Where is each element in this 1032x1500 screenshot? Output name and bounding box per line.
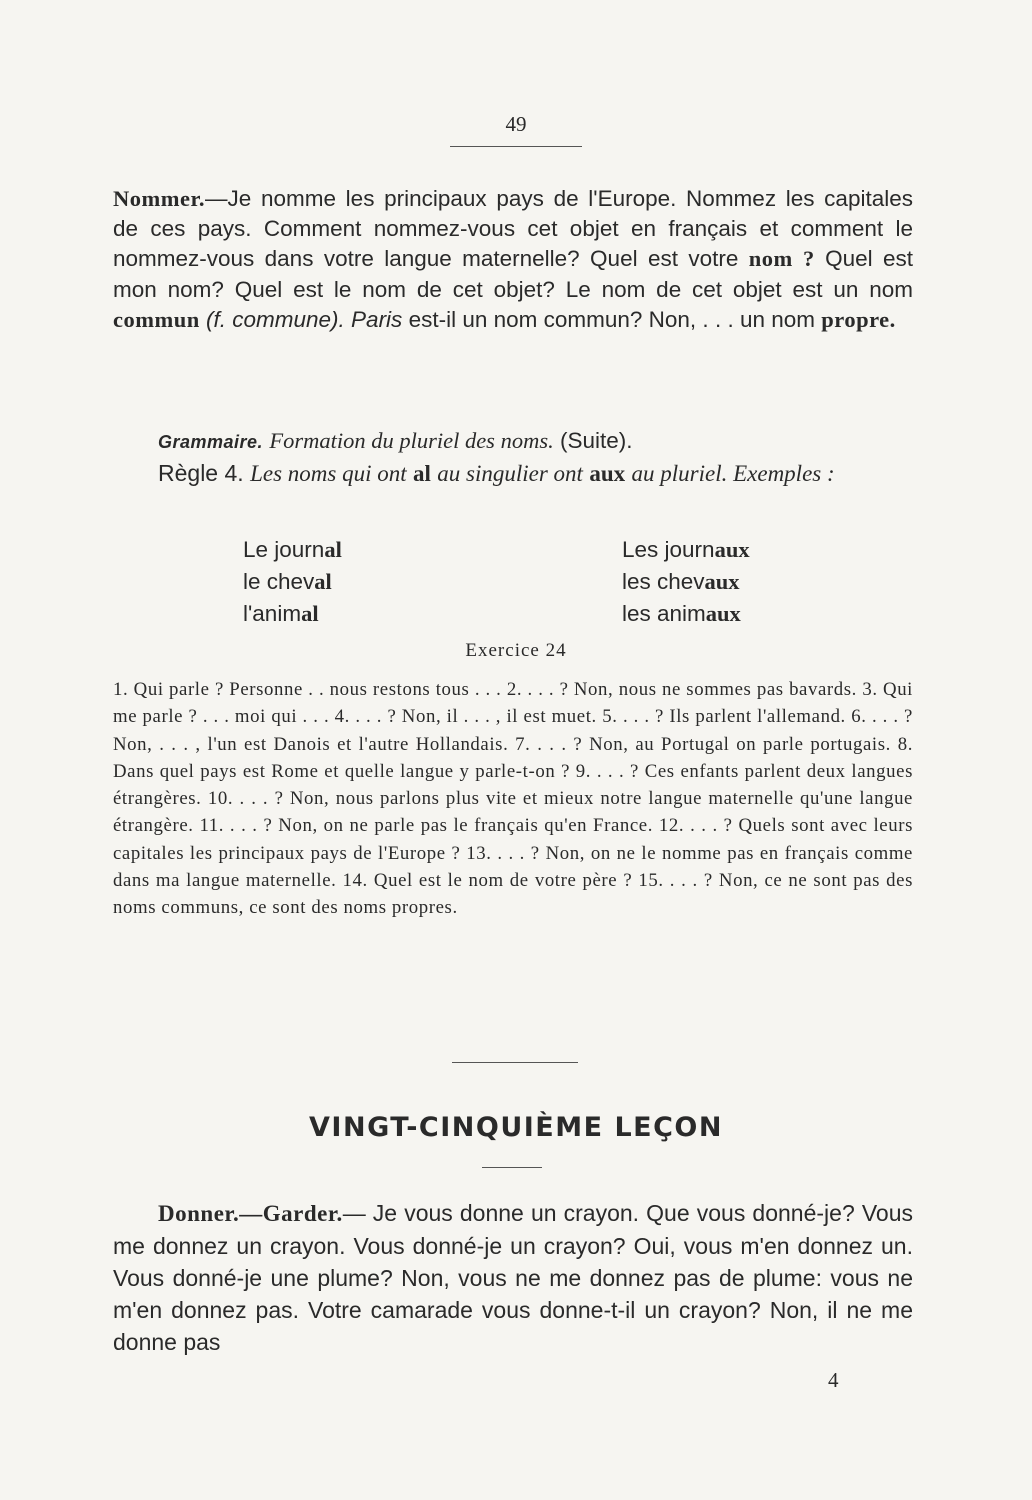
section-rule: [452, 1062, 578, 1063]
grammar-title: Formation du pluriel des noms.: [269, 428, 554, 453]
example-stem: Les journ: [622, 537, 715, 562]
nommer-bold-nom: nom ?: [748, 246, 815, 272]
signature-number: 4: [828, 1368, 839, 1392]
nommer-bold-commun: commun: [113, 306, 200, 332]
lesson-heading: VINGT-CINQUIÈME LEÇON: [309, 1112, 723, 1143]
example-stem: le chev: [243, 569, 315, 594]
example-singular-2: [243, 569, 332, 595]
example-plural-1: [622, 537, 750, 563]
rule-bold-al: al: [413, 461, 431, 486]
example-plural-2: [622, 569, 740, 595]
example-ending: al: [314, 569, 332, 594]
grammar-label: Grammaire.: [158, 432, 264, 452]
example-stem: les chev: [622, 569, 705, 594]
grammar-suite: (Suite).: [559, 428, 633, 453]
rule-text-1: Les noms qui ont: [250, 461, 407, 486]
grammar-section: [158, 425, 918, 458]
rule-bold-aux: aux: [589, 461, 626, 486]
example-stem: Le journ: [243, 537, 325, 562]
exercise-title: Exercice 24: [465, 640, 567, 661]
header-rule: [450, 146, 582, 147]
nommer-text-1: —Je nomme les principaux pays de l'Europe. Nommez les capitales de ces pays. Comment nommez-vous cet objet en français et comment le nommez-vous dans votre langue maternelle? Quel est votre: [113, 186, 913, 272]
example-ending: aux: [704, 569, 740, 594]
example-ending: aux: [714, 537, 750, 562]
nommer-text-2: Quel est mon nom? Quel est le nom de cet objet? Le nom de cet objet est un nom: [113, 246, 913, 302]
example-singular-3: [243, 601, 319, 627]
rule-text-2: au singulier ont: [437, 461, 583, 486]
example-ending: aux: [705, 601, 741, 626]
nommer-italic: (f. commune). Paris: [206, 306, 403, 332]
donner-paragraph: [113, 1197, 913, 1358]
rule-number: Règle 4.: [158, 460, 244, 486]
exercise-text: 1. Qui parle ? Personne . . nous restons tous . . . 2. . . . ? Non, nous ne sommes pas bavards. 3. Qui me parle ? . . . moi qui . . . 4. . . . ? Non, il . . . , il est muet. 5. . . . ? Ils parlent l'allemand. 6. . . . ? Non, . . . , l'un est Danois et l'autre Hollandais. 7. . . . ? Non, au Portugal on parle portugais. 8. Dans quel pays est Rome et quelle langue y parle-t-on ? 9. . . . ? Ces enfants parlent deux langues étrangères. 10. . . . ? Non, nous parlons plus vite et mieux notre langue maternelle qu'une langue étrangère. 11. . . . ? Non, on ne parle pas le français qu'en France. 12. . . . ? Quels sont avec leurs capitales les principaux pays de l'Europe ? 13. . . . ? Non, on ne le nomme pas en français comme dans ma langue maternelle. 14. Quel est le nom de votre père ? 15. . . . ? Non, ce ne sont pas des noms communs, ce sont des noms propres.: [113, 679, 913, 919]
example-stem: les anim: [622, 601, 706, 626]
example-ending: al: [301, 601, 319, 626]
nommer-lead: Nommer.: [113, 186, 206, 211]
nommer-text-3: est-il un nom commun? Non, . . . un nom: [402, 306, 822, 332]
nommer-bold-propre: propre.: [821, 306, 896, 332]
grammar-rule: [113, 458, 913, 489]
heading-dash: [482, 1167, 542, 1168]
example-singular-1: [243, 537, 342, 563]
rule-text-3: au pluriel. Exemples :: [631, 461, 835, 486]
nommer-paragraph: [113, 184, 913, 335]
donner-lead: Donner.—Garder.: [158, 1201, 343, 1226]
example-plural-3: [622, 601, 741, 627]
donner-text: — Je vous donne un crayon. Que vous donné-je? Vous me donnez un crayon. Vous donné-je un crayon? Oui, vous m'en donnez un. Vous donné-je une plume? Non, vous ne me donnez pas de plume: vous ne m'en donnez pas. Votre camarade vous donne-t-il un crayon? Non, il ne me donne pas: [113, 1200, 913, 1355]
example-ending: al: [324, 537, 342, 562]
page-number: 49: [505, 112, 527, 136]
example-stem: l'anim: [243, 601, 302, 626]
